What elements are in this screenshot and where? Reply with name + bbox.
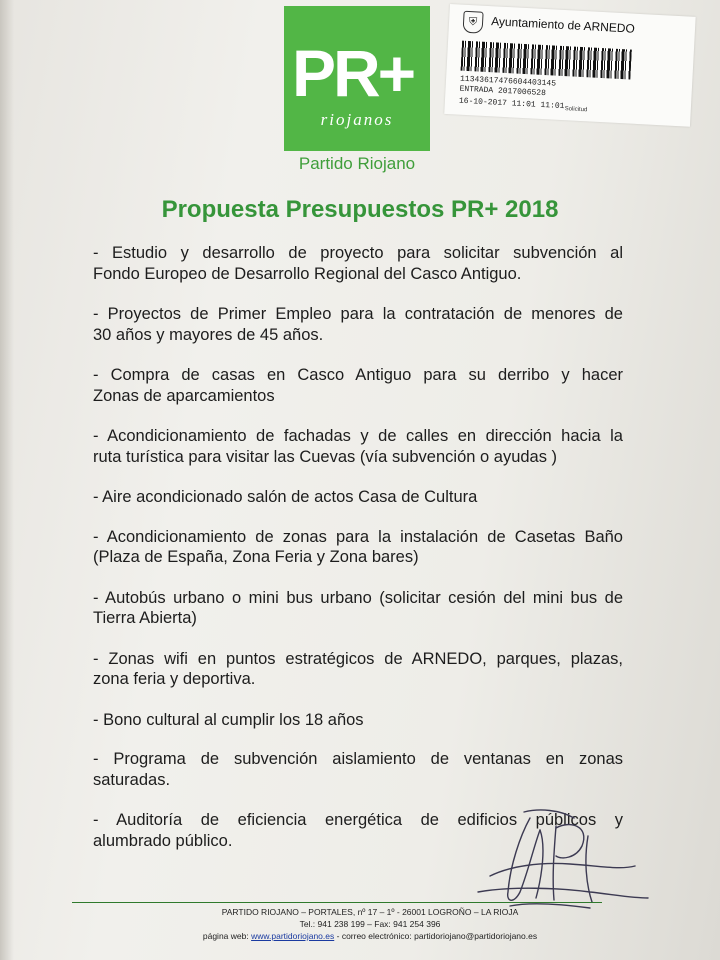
list-item [93, 487, 623, 508]
item-line: (Plaza de España, Zona Feria y Zona bares) [93, 548, 419, 566]
stamp-institution: Ayuntamiento de ARNEDO [490, 14, 636, 36]
item-line: alumbrado público. [93, 831, 233, 850]
footer-web-link[interactable]: www.partidoriojano.es [251, 931, 335, 941]
item-line: saturadas. [93, 770, 171, 789]
item-line: - Estudio y desarrollo de proyecto para solicitar subvención al [93, 244, 623, 262]
item-line: Tierra Abierta) [93, 609, 197, 627]
item-line: 30 años y mayores de 45 años. [93, 325, 324, 344]
list-item [93, 649, 623, 690]
item-line: - Zonas wifi en puntos estratégicos de ARNEDO, parques, plazas, [93, 649, 623, 668]
list-item [93, 588, 623, 629]
footer-contact [150, 931, 590, 941]
proposal-list [93, 243, 623, 851]
stamp-entry: ENTRADA 2017006528 [459, 84, 547, 99]
stamp-datetime: 16-10-2017 11:01 11:01 [458, 96, 565, 112]
list-item [93, 749, 623, 790]
stamp-type: Solicitud [564, 106, 588, 114]
list-item [93, 243, 623, 284]
footer-address: PARTIDO RIOJANO – PORTALES, nº 17 – 1º - 26001 LOGROÑO – LA RIOJA [221, 907, 519, 917]
item-line: zona feria y deportiva. [93, 670, 256, 688]
page-shadow [0, 0, 14, 960]
item-line: - Acondicionamiento de zonas para la instalación de Casetas Baño [93, 527, 623, 546]
logo-mark: PR+ [292, 36, 414, 110]
item-line: - Aire acondicionado salón de actos Casa de Cultura [93, 488, 478, 506]
party-logo [284, 6, 430, 151]
item-line: - Programa de subvención aislamiento de ventanas en zonas [93, 750, 623, 768]
item-line: Zonas de aparcamientos [93, 386, 275, 405]
stamp-barcode-number: 11343617476604403145 [459, 74, 557, 89]
municipal-seal-icon: ⛨ [463, 11, 484, 34]
list-item [93, 304, 623, 345]
document-title: Propuesta Presupuestos PR+ 2018 [161, 196, 559, 223]
handwritten-signature [470, 806, 650, 916]
item-line: - Acondicionamiento de fachadas y de calles en dirección hacia la [93, 427, 623, 445]
logo-caption: Partido Riojano [298, 154, 416, 173]
footer-email: partidoriojano@partidoriojano.es [414, 931, 538, 941]
item-line: - Autobús urbano o mini bus urbano (solicitar cesión del mini bus de [93, 588, 623, 607]
item-line: - Proyectos de Primer Empleo para la contratación de menores de [93, 305, 623, 323]
item-line: ruta turística para visitar las Cuevas (vía subvención o ayudas ) [93, 447, 558, 466]
list-item [93, 426, 623, 467]
footer-web-label: página web: [202, 931, 249, 941]
item-line: - Bono cultural al cumplir los 18 años [93, 710, 364, 729]
registry-stamp [444, 4, 695, 127]
logo-subtitle: riojanos [320, 110, 394, 129]
item-line: - Compra de casas en Casco Antiguo para su derribo y hacer [93, 366, 623, 384]
item-line: Fondo Europeo de Desarrollo Regional del Casco Antiguo. [93, 264, 522, 283]
footer-email-label: - correo electrónico: [336, 931, 412, 941]
list-item [93, 527, 623, 568]
barcode [461, 41, 632, 80]
item-line: - Auditoría de eficiencia energética de edificios públicos y [93, 811, 623, 829]
list-item [93, 710, 623, 731]
list-item [93, 365, 623, 406]
footer-phone: Tel.: 941 238 199 – Fax: 941 254 396 [299, 919, 441, 929]
footer-rule [72, 902, 602, 903]
